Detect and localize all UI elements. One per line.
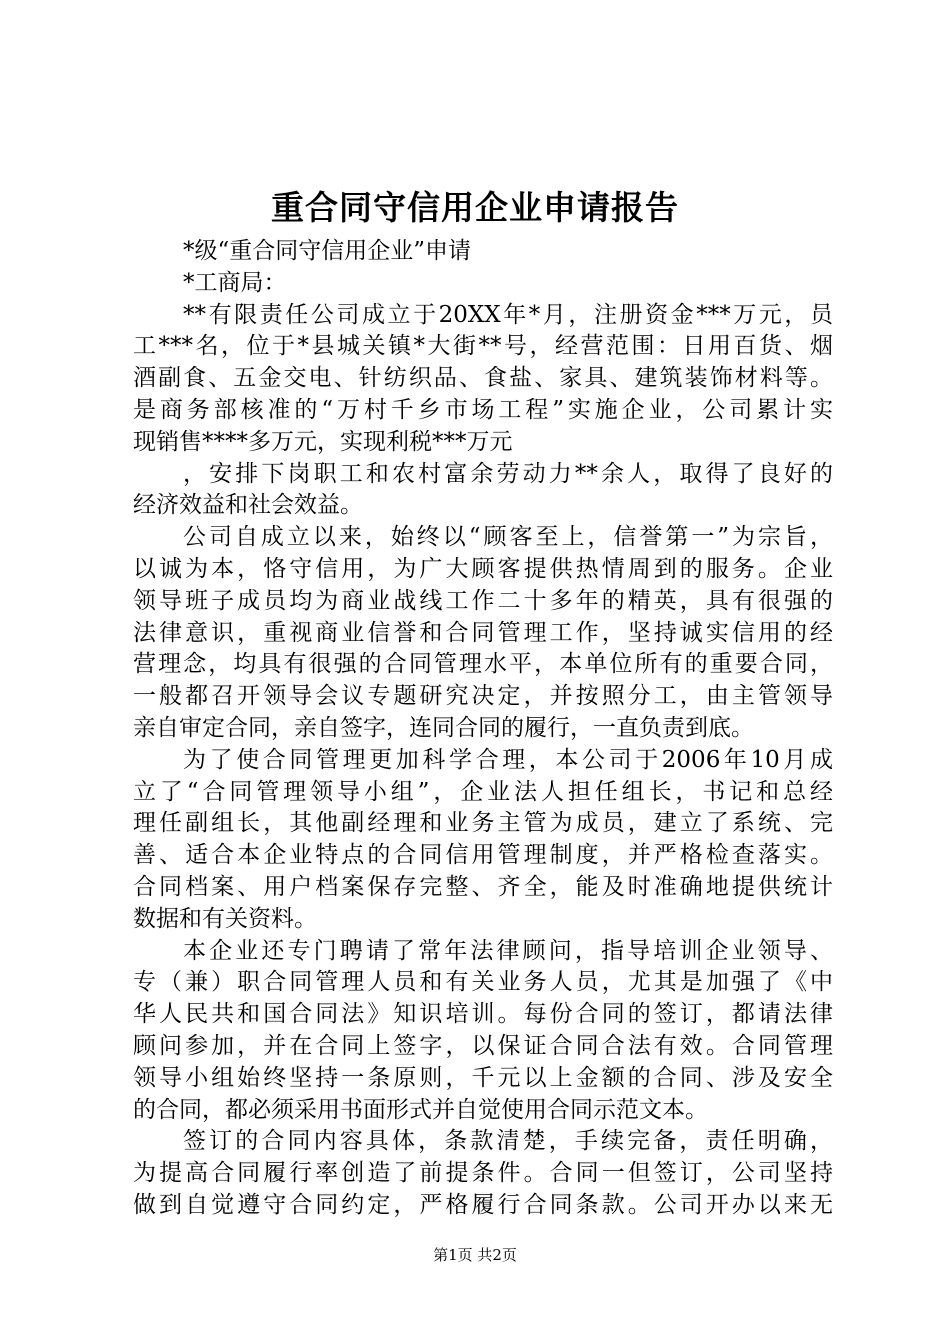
text-line: 数据和有关资料。	[133, 905, 317, 932]
text-line: 善、适合本企业特点的合同信用管理制度，并严格检查落实。	[133, 842, 833, 869]
text-line: 做到自觉遵守合同约定，严格履行合同条款。公司开办以来无	[133, 1191, 833, 1218]
text-line: 工***名，位于*县城关镇*大街**号，经营范围：日用百货、烟	[133, 333, 833, 360]
text-line: 顾问参加，并在合同上签字，以保证合同合法有效。合同管理	[133, 1032, 833, 1059]
text-line: 公司自成立以来，始终以“顾客至上，信誉第一”为宗旨，	[183, 524, 833, 551]
text-line: 签订的合同内容具体，条款清楚，手续完备，责任明确，	[183, 1128, 833, 1155]
text-line: 华人民共和国合同法》知识培训。每份合同的签订，都请法律	[133, 1001, 833, 1028]
text-line: 本企业还专门聘请了常年法律顾问，指导培训企业领导、	[183, 937, 833, 964]
text-line: ，安排下岗职工和农村富余劳动力**余人，取得了良好的	[183, 460, 833, 487]
text-line: 营理念，均具有很强的合同管理水平，本单位所有的重要合同，	[133, 651, 833, 678]
text-line: 亲自审定合同，亲自签字，连同合同的履行，一直负责到底。	[133, 714, 754, 741]
text-line: *级“重合同守信用企业”申请	[183, 238, 472, 264]
document-title: 重合同守信用企业申请报告	[271, 188, 679, 227]
text-line: 一般都召开领导会议专题研究决定，并按照分工，由主管领导	[133, 683, 833, 710]
text-line: 领导小组始终坚持一条原则，千元以上金额的合同、涉及安全	[133, 1064, 833, 1091]
text-line: 酒副食、五金交电、针纺织品、食盐、家具、建筑装饰材料等。	[133, 365, 833, 392]
text-line: 经济效益和社会效益。	[133, 492, 363, 519]
text-line: 是商务部核准的“万村千乡市场工程”实施企业，公司累计实	[133, 396, 833, 423]
text-line: 以诚为本，恪守信用，为广大顾客提供热情周到的服务。企业	[133, 555, 833, 582]
text-line: 立了“合同管理领导小组”，企业法人担任组长，书记和总经	[133, 778, 833, 805]
text-line: 合同档案、用户档案保存完整、齐全，能及时准确地提供统计	[133, 873, 833, 900]
text-line: 法律意识，重视商业信誉和合同管理工作，坚持诚实信用的经	[133, 619, 833, 646]
text-line: 为提高合同履行率创造了前提条件。合同一但签订，公司坚持	[133, 1160, 833, 1187]
document-body	[133, 236, 833, 1222]
text-line: 专（兼）职合同管理人员和有关业务人员，尤其是加强了《中	[133, 969, 833, 996]
text-line: 的合同，都必须采用书面形式并自觉使用合同示范文本。	[133, 1096, 708, 1123]
text-line: **有限责任公司成立于20XX年*月，注册资金***万元，员	[183, 301, 833, 328]
text-line: 理任副组长，其他副经理和业务主管为成员，建立了系统、完	[133, 810, 833, 837]
text-line: 领导班子成员均为商业战线工作二十多年的精英，具有很强的	[133, 587, 833, 614]
page-footer: 第1页 共2页	[433, 1246, 517, 1264]
text-line: 为了使合同管理更加科学合理，本公司于2006年10月成	[183, 746, 833, 773]
text-line: 现销售****多万元，实现利税***万元	[133, 428, 513, 455]
text-line: *工商局：	[183, 269, 287, 296]
